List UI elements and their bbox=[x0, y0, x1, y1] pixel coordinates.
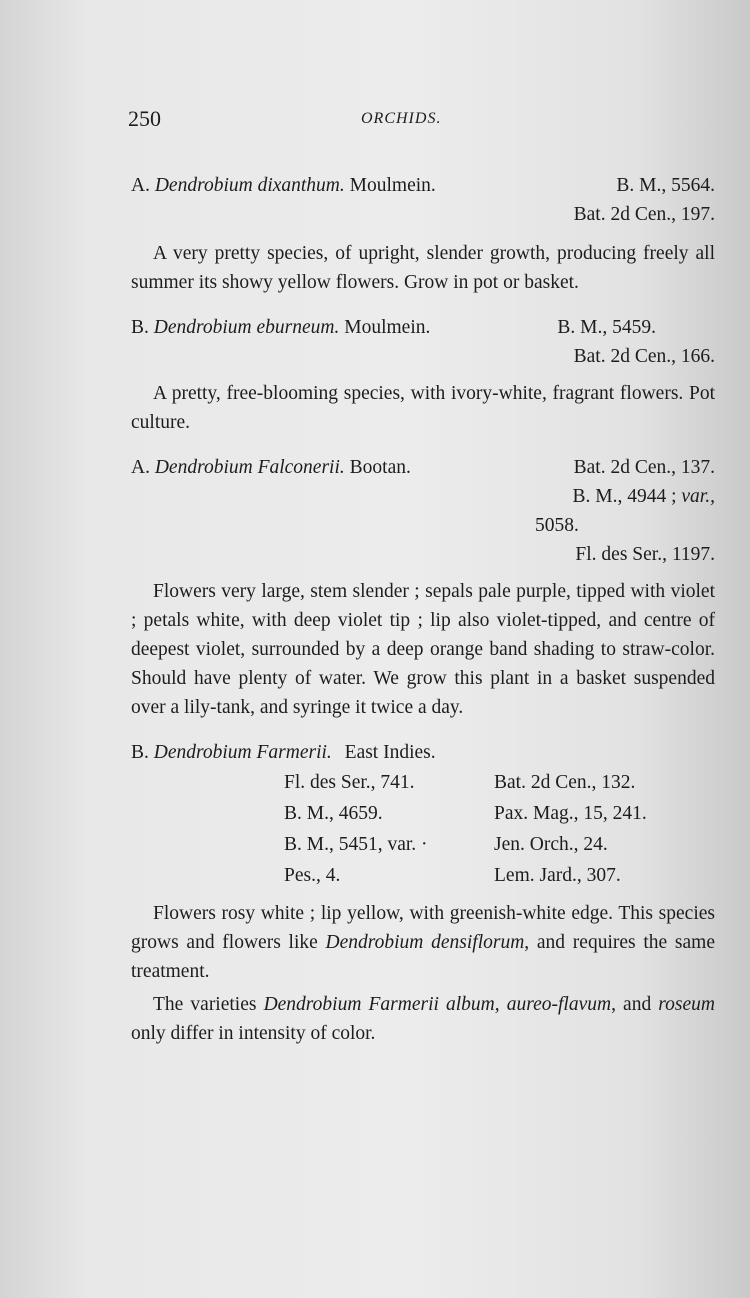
reference: Pax. Mag., 15, 241. bbox=[494, 803, 647, 824]
reference: B. M., 5459. bbox=[557, 317, 656, 338]
description: A very pretty species, of upright, slender growth, producing freely all summer its showy yellow flowers. Grow in pot or basket. bbox=[131, 243, 715, 293]
entry-heading bbox=[131, 171, 715, 200]
page-header bbox=[128, 106, 714, 136]
species-name: Dendrobium Farmerii. bbox=[153, 742, 332, 763]
description-text: only differ in intensity of color. bbox=[131, 1023, 376, 1044]
reference: Fl. des Ser., 741. bbox=[284, 772, 415, 793]
locality: Moulmein. bbox=[349, 175, 436, 196]
description bbox=[131, 899, 715, 986]
variety-name: roseum bbox=[658, 994, 715, 1015]
locality: Bootan. bbox=[349, 457, 411, 478]
entry-grade: B. bbox=[131, 742, 149, 763]
entry-farmerii bbox=[131, 738, 715, 1048]
reference: Bat. 2d Cen., 132. bbox=[494, 772, 636, 793]
reference: B. M., 4659. bbox=[284, 803, 383, 824]
reference: Jen. Orch., 24. bbox=[494, 834, 608, 855]
entry-heading bbox=[131, 313, 656, 342]
reference-table bbox=[284, 767, 715, 891]
varieties-note bbox=[131, 990, 715, 1048]
reference: Bat. 2d Cen., 137. bbox=[573, 457, 715, 478]
reference: Bat. 2d Cen., 166. bbox=[573, 346, 715, 367]
locality: East Indies. bbox=[344, 742, 436, 763]
reference: B. M., 4944 ; bbox=[572, 486, 677, 507]
entry-eburneum bbox=[131, 313, 715, 437]
reference: B. M., 5564. bbox=[616, 175, 715, 196]
reference: B. M., 5451, var. · bbox=[284, 834, 428, 855]
entry-dixanthum bbox=[131, 171, 715, 297]
reference: Pes., 4. bbox=[284, 865, 341, 886]
entry-grade: B. bbox=[131, 317, 149, 338]
page-body bbox=[131, 171, 715, 1048]
reference-line bbox=[131, 482, 715, 511]
variety-name: aureo-flavum bbox=[506, 994, 612, 1015]
description-text: , bbox=[494, 994, 507, 1015]
variety-name: Dendrobium Farmerii album bbox=[263, 994, 495, 1015]
entry-grade: A. bbox=[131, 457, 150, 478]
description-text: , and bbox=[611, 994, 659, 1015]
species-name: Dendrobium eburneum. bbox=[153, 317, 340, 338]
running-title: ORCHIDS. bbox=[361, 110, 442, 127]
entry-grade: A. bbox=[131, 175, 150, 196]
entry-heading bbox=[131, 453, 715, 482]
reference: 5058. bbox=[535, 515, 579, 536]
description: A pretty, free-blooming species, with ivory-white, fragrant flowers. Pot culture. bbox=[131, 383, 715, 433]
description-text: The varieties bbox=[153, 994, 264, 1015]
reference: Lem. Jard., 307. bbox=[494, 865, 621, 886]
variety-marker: var., bbox=[681, 486, 715, 507]
entry-heading bbox=[131, 738, 715, 767]
locality: Moulmein. bbox=[344, 317, 431, 338]
description-text: Flowers rosy white ; lip yellow, with greenish-white edge. This species grows and flowers like bbox=[131, 903, 715, 953]
species-reference: Dendrobium densiflorum bbox=[325, 932, 525, 953]
reference: Bat. 2d Cen., 197. bbox=[573, 204, 715, 225]
description: Flowers very large, stem slender ; sepals pale purple, tipped with violet ; petals white, with deep violet tip ; lip also violet-tipped, and centre of deepest violet, surrounded by a deep orange band shading to straw-color. Should have plenty of water. We grow this plant in a basket suspended over a lily-tank, and syringe it twice a day. bbox=[131, 581, 715, 718]
species-name: Dendrobium dixanthum. bbox=[154, 175, 345, 196]
entry-falconerii bbox=[131, 453, 715, 722]
page-number: 250 bbox=[128, 106, 161, 131]
reference: Fl. des Ser., 1197. bbox=[575, 544, 715, 565]
description-text: , and requires the same treatment. bbox=[131, 932, 715, 982]
species-name: Dendrobium Falconerii. bbox=[154, 457, 345, 478]
